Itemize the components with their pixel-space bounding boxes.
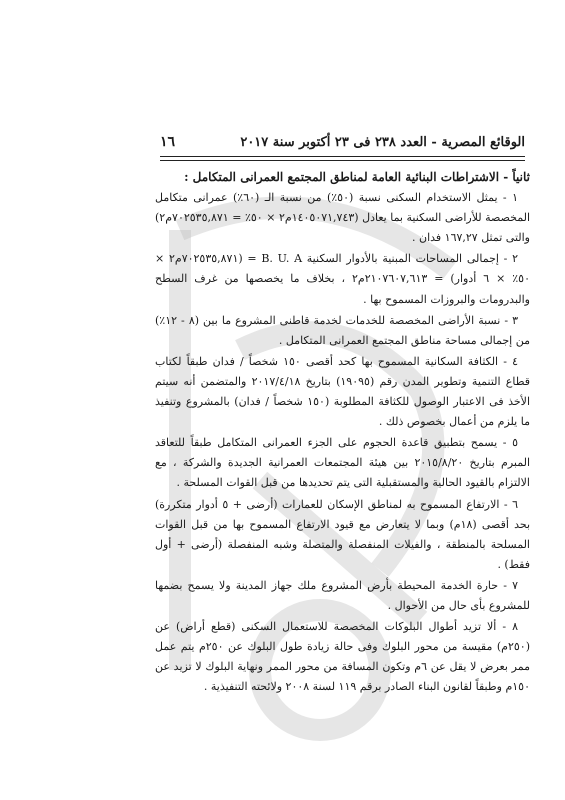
section-heading: ثانياً - الاشتراطات البنائية العامة لمناطق المجتمع العمرانى المتكامل :: [184, 170, 530, 184]
clause-4: ٤ - الكثافة السكانية المسموح بها كحد أقصى ١٥٠ شخصاً / فدان طبقاً لكتاب قطاع التنمية وتطوير المدن رقم (١٩٠٩٥) بتاريخ ٢٠١٧/٤/١٨ والمتضمن أنه سيتم الأخذ فى الاعتبار الوصول للكثافة المطلوبة (١٥٠ شخصاً / فدان) بالمشروع وتنفيذ ما يلزم من أعمال بخصوص ذلك .: [155, 354, 531, 429]
clause-8: ٨ - ألا تزيد أطوال البلوكات المخصصة للاستعمال السكنى (قطع أراض) عن (٢٥٠م) مقيسة من محور البلوك وفى حالة زيادة طول البلوك عن ٢٥٠م يتم عمل ممر بعرض لا يقل عن ٦م وتكون المسافة من محور الممر ونهاية البلوك لا تزيد عن ١٥٠م وطبقاً لقانون البناء الصادر برقم ١١٩ لسنة ٢٠٠٨ ولائحته التنفيذية .: [155, 620, 530, 694]
page-header: [160, 130, 525, 154]
document-body: [155, 167, 530, 698]
clause-6: ٦ - الارتفاع المسموح به لمناطق الإسكان للعمارات (أرضى + ٥ أدوار متكررة) بحد أقصى (١٨م) وبما لا يتعارض مع قيود الارتفاع المسموح بها من قبل القوات المسلحة بالمنطقة ، والفيلات المنفصلة والمتصلة وشبه المنفصلة (أرضى + أول فقط) .: [155, 497, 531, 571]
clause-7: ٧ - حارة الخدمة المحيطة بأرض المشروع ملك جهاز المدينة ولا يسمح بضمها للمشروع بأى حال من الأحوال .: [155, 578, 530, 612]
page-number: ١٦: [160, 134, 176, 150]
clause-5: ٥ - يسمح بتطبيق قاعدة الحجوم على الجزء العمرانى المتكامل طبقاً للتعاقد المبرم بتاريخ ٢٠١٥/٨/٢٠ بين هيئة المجتمعات العمرانية الجديدة والشركة ، مع الالتزام بالقيود الحالية والمستقبلية التى يتم تحديدها من قبل القوات المسلحة .: [155, 436, 531, 490]
header-rule-bottom: [160, 160, 525, 161]
header-rule-top: [160, 156, 525, 157]
journal-title: الوقائع المصرية - العدد ٢٣٨ فى ٢٣ أكتوبر سنة ٢٠١٧: [240, 134, 525, 150]
clause-1: ١ - يمثل الاستخدام السكنى نسبة (٥٠٪) من نسبة الـ (٦٠٪) عمرانى متكامل المخصصة للأراضى السكنية بما يعادل (١٤٠٥٠٧١,٧٤٣م٢ × ٥٠٪ = ٧٠٢٥٣٥,٨٧١م٢) والتى تمثل ١٦٧,٢٧ فدان .: [155, 191, 531, 245]
clause-2: ٢ - إجمالى المساحات المبنية بالأدوار السكنية B. U. A = (٧٠٢٥٣٥,٨٧١م٢ × ٥٠٪ × ٦ أدوار) = ٢١٠٧٦٠٧,٦١٣م٢ ، بخلاف ما يخصصها من غرف السطح والبدرومات والبروزات المسموح بها .: [155, 252, 530, 306]
clause-3: ٣ - نسبة الأراضى المخصصة للخدمات لخدمة قاطنى المشروع ما بين (٨ - ١٢٪) من إجمالى مساحة مناطق المجتمع العمرانى المتكامل .: [155, 313, 530, 347]
